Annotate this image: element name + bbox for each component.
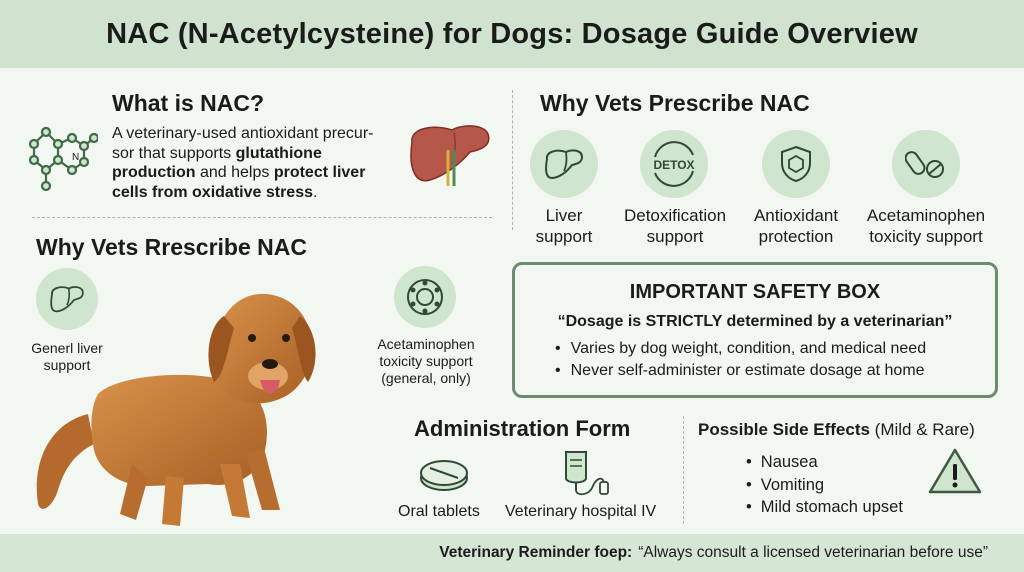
why-rescribe-title: Why Vets Rrescribe NAC	[36, 234, 307, 260]
what-is-title: What is NAC?	[112, 90, 265, 116]
pills-icon	[892, 130, 960, 198]
side-effects-title: Possible Side Effects (Mild & Rare)	[698, 420, 975, 439]
why-item-liver-label: Liver support	[535, 206, 593, 246]
molecule-icon	[28, 124, 98, 201]
safety-title: IMPORTANT SAFETY BOX	[629, 281, 881, 303]
liver-icon	[530, 130, 598, 198]
administration-title: Administration Form	[414, 416, 631, 441]
golden-retriever-image	[28, 264, 338, 539]
why-item-acetaminophen-label: Acetaminophen toxicity support	[866, 206, 986, 246]
main-content	[0, 68, 1024, 534]
divider-vertical-bottom	[683, 416, 684, 524]
iv-label: Veterinary hospital IV	[505, 503, 657, 520]
why-prescribe-title: Why Vets Prescribe NAC	[540, 90, 810, 116]
safety-list	[555, 338, 995, 382]
side-effect-item: • Nausea	[746, 451, 903, 474]
iv-bag-icon	[558, 448, 612, 503]
what-is-line-4: cells from oxidative stress.	[112, 183, 318, 201]
safety-quote: “Dosage is STRICTLY determined by a veterinarian”	[557, 313, 953, 330]
header-banner	[0, 0, 1024, 68]
generl-liver-label: Generl liver support	[31, 340, 103, 373]
footer-text: “Always consult a licensed veterinarian before use”	[638, 544, 988, 561]
molecule-ring-icon	[394, 266, 456, 328]
safety-bullet: • Varies by dog weight, condition, and medical need	[555, 338, 995, 360]
safety-bullet: • Never self-administer or estimate dosage at home	[555, 360, 995, 382]
footer-label: Veterinary Reminder foep:	[439, 544, 633, 561]
side-effects-list	[746, 451, 903, 519]
detox-icon	[640, 130, 708, 198]
why-item-detox-label: Detoxification support	[623, 206, 727, 246]
oral-tablets-label: Oral tablets	[398, 503, 480, 520]
side-effect-item: • Vomiting	[746, 474, 903, 497]
svg-text:N: N	[72, 152, 80, 163]
what-is-line-3: production and helps protect liver	[112, 164, 366, 181]
side-effect-item: • Mild stomach upset	[746, 496, 903, 519]
why-item-antioxidant-label: Antioxidant protection	[753, 206, 839, 246]
what-is-description	[112, 124, 412, 202]
liver-illustration	[404, 120, 494, 195]
shield-icon	[762, 130, 830, 198]
acetaminophen-general-label: Acetaminophen toxicity support (general, only)	[377, 336, 475, 386]
warning-icon	[926, 446, 984, 501]
page-title: NAC (N-Acetylcysteine) for Dogs: Dosage Guide Overview	[106, 17, 918, 50]
what-is-line-1: A veterinary-used antioxidant precur-	[112, 125, 374, 142]
detox-icon-text: DETOX	[653, 158, 695, 172]
what-is-line-2: sor that supports glutathione	[112, 144, 322, 162]
divider-horizontal	[32, 217, 492, 218]
tablet-icon	[418, 458, 470, 499]
footer-reminder	[0, 534, 1024, 572]
safety-box	[512, 262, 998, 398]
